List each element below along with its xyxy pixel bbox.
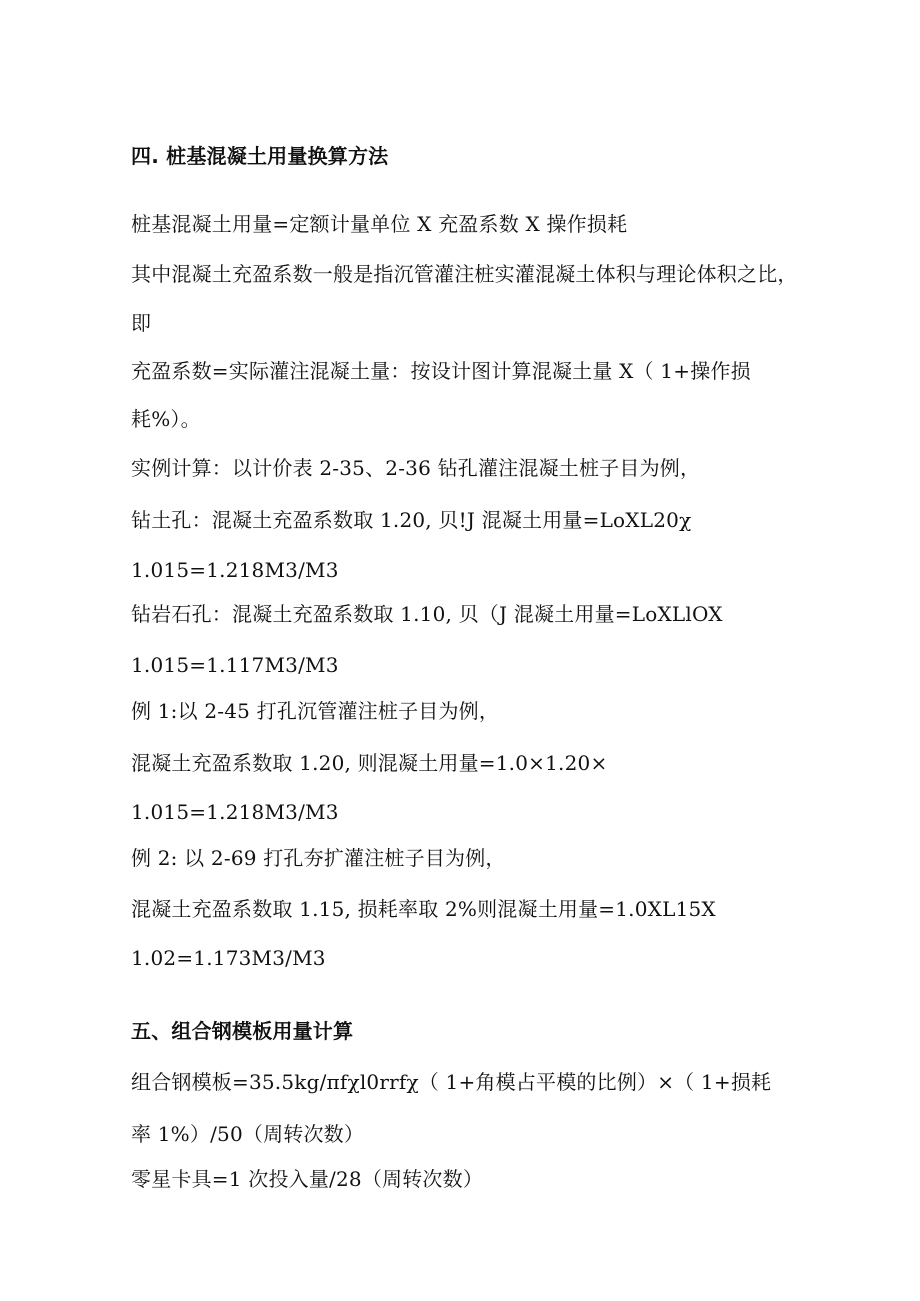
- example-heading: 例 1:以 2-45 打孔沉管灌注桩子目为例，: [131, 699, 500, 723]
- formula-line: 零星卡具=1 次投入量/28（周转次数）: [131, 1167, 484, 1191]
- section-4-heading: 四. 桩基混凝土用量换算方法: [131, 144, 389, 168]
- calculation-line: 混凝土充盈系数取 1.15, 损耗率取 2%则混凝土用量=1.0XL15X: [131, 897, 716, 921]
- formula-line: 充盈系数=实际灌注混凝土量：按设计图计算混凝土量 X（ 1+操作损: [131, 359, 751, 383]
- formula-line: 桩基混凝土用量=定额计量单位 X 充盈系数 X 操作损耗: [131, 212, 628, 236]
- calculation-line: 混凝土充盈系数取 1.20, 则混凝土用量=1.0×1.20×: [131, 751, 608, 775]
- calculation-result: 1.02=1.173M3∕M3: [131, 946, 326, 970]
- paragraph-line: 实例计算：以计价表 2-35、2-36 钻孔灌注混凝土桩子目为例，: [131, 456, 701, 480]
- calculation-result: 1.015=1.218M3∕M3: [131, 558, 339, 582]
- section-5-heading: 五、组合钢模板用量计算: [131, 1019, 354, 1043]
- paragraph-line: 其中混凝土充盈系数一般是指沉管灌注桩实灌混凝土体积与理论体积之比，: [131, 262, 798, 286]
- example-heading: 例 2: 以 2-69 打孔夯扩灌注桩子目为例，: [131, 846, 506, 870]
- calculation-line: 钻土孔：混凝土充盈系数取 1.20, 贝!J 混凝土用量=LoXL20χ: [131, 508, 692, 532]
- calculation-result: 1.015=1.117M3∕M3: [131, 653, 339, 677]
- paragraph-line: 即: [131, 311, 152, 335]
- calculation-result: 1.015=1.218M3∕M3: [131, 800, 339, 824]
- calculation-line: 钻岩石孔：混凝土充盈系数取 1.10, 贝（J 混凝土用量=LoXLlOX: [131, 602, 723, 626]
- formula-line: 组合钢模板=35.5kg∕πfχl0rrfχ（ 1+角模占平模的比例）×（ 1+损耗: [131, 1070, 772, 1094]
- formula-line: 率 1%）/50（周转次数）: [131, 1122, 365, 1146]
- paragraph-line: 耗%）。: [131, 407, 201, 431]
